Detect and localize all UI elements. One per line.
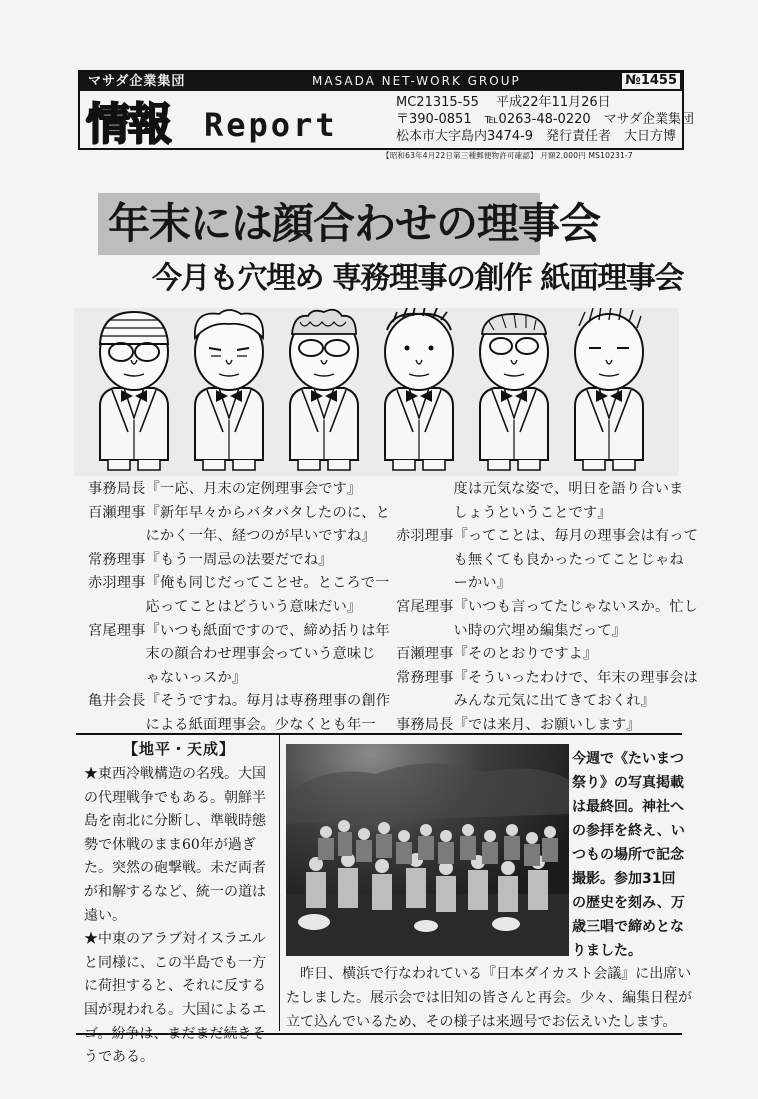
dialog-column-left [88, 478, 391, 738]
dialog-line: 末の顔合わせ理事会っていう意味じ [88, 646, 376, 663]
character-5 [480, 314, 548, 470]
company-name-en: MASADA NET-WORK GROUP [312, 74, 521, 88]
report-paragraph [286, 962, 690, 1034]
dialog-line: 常務理事『もう一周忌の法要だでね』 [88, 551, 333, 568]
editorial-body [84, 763, 274, 1070]
caption-line: りました。 [572, 943, 642, 959]
dialog-line: 度は元気な姿で、明日を語り合いま [396, 481, 684, 497]
report-line: 昨日、横浜で行なわれている『日本ダイカスト会議』に出席い [286, 966, 692, 982]
character-3 [290, 310, 358, 470]
dialog-line: しょうということです』 [396, 504, 612, 521]
info-line-code-date: MC21315-55 平成22年11月26日 [396, 95, 611, 110]
board-members-illustration [74, 308, 679, 476]
photo-caption [572, 747, 690, 963]
masthead [78, 70, 694, 150]
editorial-title: 【地平・天成】 [122, 740, 235, 758]
headline: 年末には顔合わせの理事会 [98, 193, 540, 255]
caption-line: 今週で《たいまつ [572, 751, 684, 767]
editorial-column [84, 735, 274, 1070]
dialog-line: 事務局長『では来月、お願いします』 [396, 716, 641, 733]
dialog-line: い時の穴埋め編集だって』 [396, 622, 627, 639]
dialog-line: ーかい』 [396, 575, 512, 592]
character-2 [195, 310, 263, 470]
character-1 [100, 312, 168, 470]
logo-en: Report [204, 106, 338, 144]
dialog-line: 亀井会長『そうですね。毎月は専務理事の創作 [88, 693, 391, 710]
dialog-column-right [396, 478, 699, 738]
caption-line: の歴史を刻み、万 [572, 895, 685, 911]
dialog-line: 赤羽理事『俺も同じだってことせ。ところで一 [88, 575, 390, 592]
column-divider [279, 735, 280, 1031]
subheadline: 今月も穴埋め 専務理事の創作 紙面理事会 [152, 261, 683, 296]
character-4 [385, 308, 453, 470]
dialog-line: 赤羽理事『ってことは、毎月の理事会は有って [396, 528, 699, 545]
editorial-paragraph: ★東西冷戦構造の名残。大国の代理戦争でもある。朝鮮半島を南北に分断し、準戦時態勢で休戦のまま60年が過ぎた。突然の砲撃戦。未だ両者が和解するなど、統一の道は遠い。 [84, 766, 266, 924]
dialog-line: も無くても良かったってことじゃね [396, 551, 684, 568]
dialog-line: 応ってことはどういう意味だい』 [88, 598, 362, 615]
caption-line: は最終回。神社へ [572, 799, 684, 815]
dialog-line: 事務局長『一応、月末の定例理事会です』 [88, 481, 362, 497]
caption-line: 撮影。参加31回 [572, 871, 676, 887]
dialog-line: 宮尾理事『いつも紙面ですので、締め括りは年 [88, 622, 390, 639]
dialog-line: による紙面理事会。少なくとも年一 [88, 716, 376, 733]
company-name-jp: マサダ企業集団 [88, 74, 186, 89]
info-line-contact: 〒390-0851 ℡0263-48-0220 マサダ企業集団 [396, 112, 694, 127]
dialog-line: ゃないっスか』 [88, 669, 247, 686]
report-line: たしました。展示会では旧知の皆さんと再会。少々、編集日程が [286, 990, 692, 1006]
caption-line: の参拝を終え、い [572, 823, 685, 839]
dialog-line: 百瀬理事『新年早々からバタバタしたのに、と [88, 504, 390, 521]
dialog-line: 百瀬理事『そのとおりですよ』 [396, 646, 598, 663]
logo-jp: 情報 [86, 99, 170, 150]
caption-line: 歳三唱で締めとな [572, 919, 684, 935]
group-photo [286, 744, 569, 956]
character-6 [575, 308, 643, 470]
editorial-paragraph: ★中東のアラブ対イスラエルと同様に、この半島でも一方に荷担すると、それに反する国が現われる。大国によるエゴ。紛争は、まだまだ続きそうである。 [84, 931, 266, 1066]
masthead-banner [80, 72, 682, 91]
caption-line: つもの場所で記念 [572, 847, 684, 863]
caption-line: 祭り》の写真掲載 [572, 775, 684, 791]
postal-note: 【昭和63年4月22日第三種郵便物許可確認】 月額2,000円 MS10231-7 [382, 151, 633, 160]
dialog-line: みんな元気に出てきておくれ』 [396, 693, 655, 710]
dialog-line: 常務理事『そういったわけで、年末の理事会は [396, 669, 698, 686]
info-line-address: 松本市大字島内3474-9 発行責任者 大日方博 [396, 129, 677, 144]
publication-info [396, 94, 694, 145]
report-line: 立て込んでいるため、その様子は来週号でお伝えいたします。 [286, 1014, 677, 1030]
dialog-line: にかく一年、経つのが早いですね』 [88, 528, 376, 545]
dialog-line: 宮尾理事『いつも言ってたじゃないスか。忙し [396, 598, 699, 615]
issue-number: №1455 [622, 73, 680, 89]
